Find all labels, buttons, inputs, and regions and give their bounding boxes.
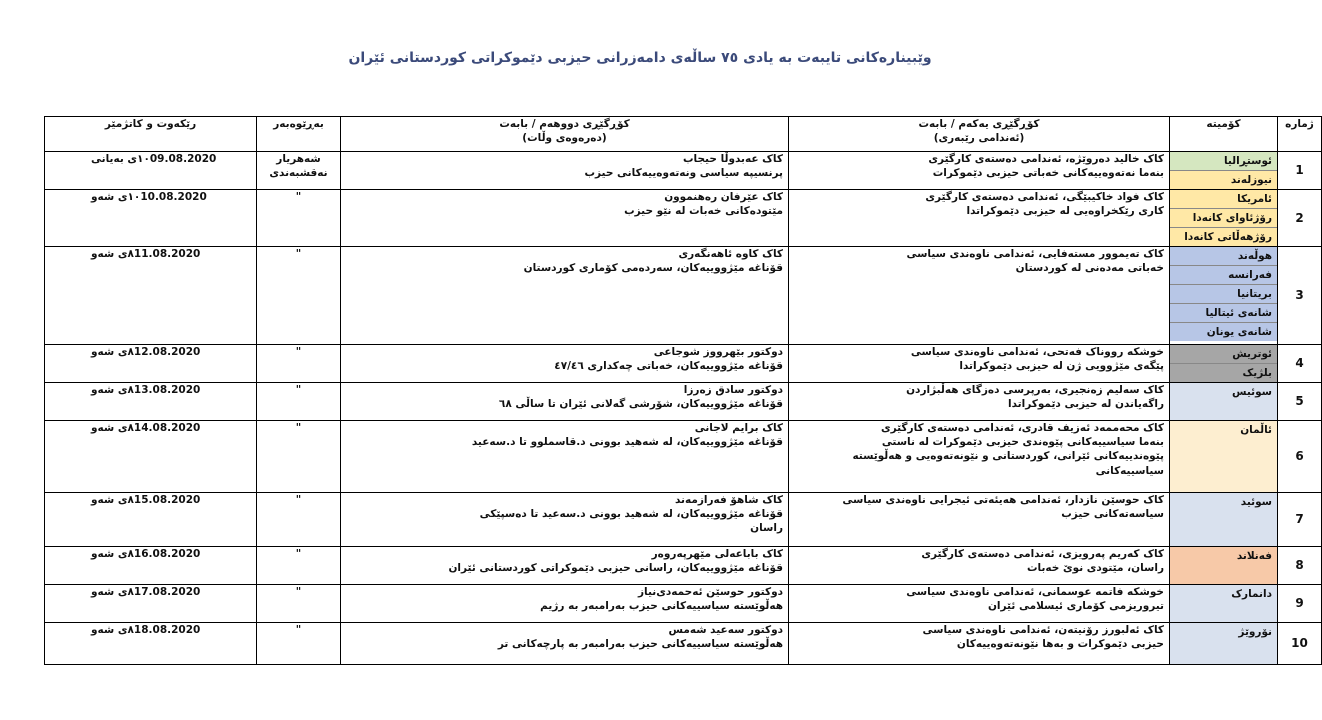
speaker2-name: کاک عێرفان رەهنموون xyxy=(664,191,783,203)
header-datetime: رێکەوت و کاتژمێر xyxy=(45,117,257,152)
country-name: سوئید xyxy=(1170,493,1277,511)
date-text: 15.08.2020 xyxy=(133,494,201,506)
speaker2-name: کاک باباعەلی مێهرپەروەر xyxy=(651,548,783,560)
date-text: 17.08.2020 xyxy=(133,586,201,598)
speaker1-cell xyxy=(789,345,1170,383)
speaker2-name: کاک شاهۆ فەرازمەند xyxy=(674,494,783,506)
speaker1-topic: راسان، مێتودی نوێ خەبات xyxy=(1026,562,1164,575)
country-cell xyxy=(1170,547,1278,585)
datetime-cell xyxy=(45,421,257,493)
country-name: ئامریکا xyxy=(1170,190,1277,209)
speaker2-topic: قۆناغە مێژووییەکان، راسانی حیزبی دێموکراتی کوردستانی ئێران xyxy=(448,562,783,575)
speaker1-topic: کاری رێکخراوەیی لە حیزبی دێموکراتدا xyxy=(966,205,1164,218)
table-row xyxy=(45,585,1322,623)
moderator-cell: " xyxy=(257,247,341,345)
country-cell xyxy=(1170,585,1278,623)
time-text: ٨ی شەو xyxy=(91,346,134,358)
country-cell xyxy=(1170,493,1278,547)
moderator-cell: شەهریار نەقشبەندی xyxy=(257,152,341,190)
date-text: 11.08.2020 xyxy=(133,248,201,260)
country-cell xyxy=(1170,421,1278,493)
country-name: فەرانسە xyxy=(1170,266,1277,285)
table-row xyxy=(45,152,1322,190)
moderator-cell: " xyxy=(257,421,341,493)
speaker2-name: دوکتور بێهرووز شوجاعی xyxy=(653,346,783,358)
country-name: ئوستڕالیا xyxy=(1170,152,1277,171)
speaker2-topic: قۆناغە مێژووییەکان، لە شەهید بوونی د.قاسملوو تا د.سەعید xyxy=(471,436,783,449)
moderator-cell: " xyxy=(257,383,341,421)
datetime-cell xyxy=(45,190,257,247)
datetime-cell xyxy=(45,585,257,623)
country-name: ئاڵمان xyxy=(1170,421,1277,439)
row-number: 3 xyxy=(1278,247,1322,345)
table-row xyxy=(45,190,1322,247)
speaker1-cell xyxy=(789,247,1170,345)
speaker1-topic: حیزبی دێموکرات و بەها نێونەتەوەییەکان xyxy=(956,638,1164,651)
speaker2-cell xyxy=(341,152,789,190)
speaker1-topic: سیاسییەکانی xyxy=(1095,464,1164,477)
datetime-cell xyxy=(45,493,257,547)
time-text: ٨ی شەو xyxy=(91,384,134,396)
table-row xyxy=(45,623,1322,665)
country-name: شانەی ئیتالیا xyxy=(1170,304,1277,323)
datetime-cell xyxy=(45,383,257,421)
speaker2-name: کاک عەبدوڵا حیجاب xyxy=(683,153,783,165)
row-number: 1 xyxy=(1278,152,1322,190)
speaker1-topic: سیاسەتەکانی حیزب xyxy=(1061,508,1164,521)
speaker2-topic: مێتودەکانی خەبات لە نێو حیزب xyxy=(624,205,783,218)
country-name: شانەی یونان xyxy=(1170,323,1277,341)
speaker1-topic: خەباتی مەدەنی لە کوردستان xyxy=(1015,262,1164,275)
datetime-cell xyxy=(45,547,257,585)
country-name: بریتانیا xyxy=(1170,285,1277,304)
country-name: ئوتریش xyxy=(1170,345,1277,364)
time-text: ١٠ی بەیانی xyxy=(91,153,150,165)
speaker1-topic: بنەما سیاسییەکانی پێوەندی حیزبی دێموکرات لە ناستی xyxy=(881,436,1164,449)
country-cell xyxy=(1170,623,1278,665)
country-name: رۆژئاوای کانەدا xyxy=(1170,209,1277,228)
time-text: ٨ی شەو xyxy=(91,422,134,434)
speaker1-topic: پێگەی مێژوویی ژن لە حیزبی دێموکراتدا xyxy=(959,360,1164,373)
speaker2-topic: هەڵوێستە سیاسییەکانی حیزب بەرامبەر بە رژیم xyxy=(540,600,783,613)
table-row xyxy=(45,547,1322,585)
speaker1-cell xyxy=(789,585,1170,623)
moderator-cell: " xyxy=(257,585,341,623)
time-text: ٨ی شەو xyxy=(91,548,134,560)
speaker1-name: کاک ئەلبورز رۆنیتەن، ئەندامی ناوەندی سیاسی xyxy=(922,624,1164,636)
speaker2-cell xyxy=(341,247,789,345)
speaker2-topic: قۆناغە مێژووییەکان، سەردەمی کۆماری کوردستان xyxy=(523,262,783,275)
table-row xyxy=(45,345,1322,383)
datetime-cell xyxy=(45,345,257,383)
speaker1-topic: راگەیاندن لە حیزبی دێموکراتدا xyxy=(1008,398,1164,411)
speaker2-name: دوکتور حوسێن ئەحمەدی‌نیاز xyxy=(638,586,783,598)
date-text: 13.08.2020 xyxy=(133,384,201,396)
time-text: ٨ی شەو xyxy=(91,624,134,636)
row-number: 2 xyxy=(1278,190,1322,247)
speaker1-cell xyxy=(789,421,1170,493)
schedule-table xyxy=(44,116,1322,665)
date-text: 18.08.2020 xyxy=(133,624,201,636)
time-text: ١٠ی شەو xyxy=(91,191,141,203)
row-number: 7 xyxy=(1278,493,1322,547)
header-speaker1-sub: (ئەندامی رێبەری) xyxy=(933,132,1025,145)
moderator-cell: " xyxy=(257,190,341,247)
country-cell xyxy=(1170,383,1278,421)
speaker1-name: کاک کەریم پەرویزی، ئەندامی دەستەی کارگێری xyxy=(921,548,1164,560)
row-number: 5 xyxy=(1278,383,1322,421)
speaker1-name: کاک محەممەد ئەزیف قادری، ئەندامی دەستەی کارگێری xyxy=(880,422,1164,434)
table-row xyxy=(45,493,1322,547)
row-number: 10 xyxy=(1278,623,1322,665)
speaker1-cell xyxy=(789,383,1170,421)
date-text: 10.08.2020 xyxy=(140,191,207,203)
speaker2-cell xyxy=(341,383,789,421)
header-speaker1 xyxy=(789,117,1170,152)
datetime-cell xyxy=(45,152,257,190)
speaker1-cell xyxy=(789,190,1170,247)
speaker2-name: دوکتور سەعید شەمس xyxy=(668,624,783,636)
date-text: 12.08.2020 xyxy=(133,346,201,358)
speaker1-name: کاک تەیموور مستەفایی، ئەندامی ناوەندی سیاسی xyxy=(906,248,1164,260)
row-number: 6 xyxy=(1278,421,1322,493)
speaker1-name: کاک حوسێن نازدار، ئەندامی هەیئەتی ئیجرایی ناوەندی سیاسی xyxy=(842,494,1164,506)
header-moderator: بەڕێوەبەر xyxy=(257,117,341,152)
header-speaker2-label: کۆڕگێڕی دووهەم / بابەت xyxy=(499,118,630,130)
speaker2-name: دوکتور سادق زەرزا xyxy=(683,384,783,396)
row-number: 8 xyxy=(1278,547,1322,585)
speaker1-cell xyxy=(789,493,1170,547)
speaker2-cell xyxy=(341,585,789,623)
speaker2-name: کاک برایم لاجانی xyxy=(694,422,783,434)
speaker2-topic: پرنسیپە سیاسی ونەتەوەییەکانی حیزب xyxy=(584,167,783,180)
speaker2-cell xyxy=(341,493,789,547)
speaker2-cell xyxy=(341,345,789,383)
country-name: فەنلاند xyxy=(1170,547,1277,565)
table-row xyxy=(45,421,1322,493)
speaker1-name: خوشکە رووناک فەتحی، ئەندامی ناوەندی سیاسی xyxy=(910,346,1164,358)
date-text: 16.08.2020 xyxy=(133,548,201,560)
table-row xyxy=(45,383,1322,421)
header-speaker2-sub: (دەرەوەی وڵات) xyxy=(522,132,607,145)
speaker1-cell xyxy=(789,623,1170,665)
row-number: 4 xyxy=(1278,345,1322,383)
speaker2-cell xyxy=(341,190,789,247)
speaker1-cell xyxy=(789,152,1170,190)
page-title: وێبینارەکانی تایبەت بە یادی ٧٥ ساڵەی دامەزرانی حیزبی دێموکراتی کوردستانی ئێران xyxy=(348,50,932,66)
header-num: ژمارە xyxy=(1278,117,1322,152)
time-text: ٨ی شەو xyxy=(91,494,134,506)
speaker2-name: کاک کاوە ئاهەنگەری xyxy=(678,248,783,260)
header-speaker1-label: کۆڕگێڕی یەکەم / بابەت xyxy=(918,118,1040,130)
datetime-cell xyxy=(45,623,257,665)
date-text: 09.08.2020 xyxy=(149,153,217,165)
speaker2-cell xyxy=(341,623,789,665)
speaker1-name: کاک فواد خاکیبێگی، ئەندامی دەستەی کارگێری xyxy=(925,191,1164,203)
speaker2-cell xyxy=(341,421,789,493)
country-cell xyxy=(1170,247,1278,345)
country-name: نیوزلەند xyxy=(1170,171,1277,189)
speaker2-topic: راسان xyxy=(750,522,783,535)
speaker2-topic: هەڵوێستە سیاسییەکانی حیزب بەرامبەر بە پارچەکانی تر xyxy=(497,638,783,651)
datetime-cell xyxy=(45,247,257,345)
country-name: هوڵەند xyxy=(1170,247,1277,266)
row-number: 9 xyxy=(1278,585,1322,623)
header-speaker2 xyxy=(341,117,789,152)
header-country: کۆمیتە xyxy=(1170,117,1278,152)
speaker1-topic: پێوەندییەکانی ئێرانی، کوردستانی و نێونەتەوەیی و هەڵوێستە xyxy=(852,450,1164,463)
speaker1-name: کاک خالید دەروێژە، ئەندامی دەستەی کارگێری xyxy=(928,153,1164,165)
country-name: نۆروێژ xyxy=(1170,623,1277,641)
speaker1-cell xyxy=(789,547,1170,585)
moderator-cell: " xyxy=(257,345,341,383)
speaker1-name: کاک سەلیم زەنجیری، بەرپرسی دەزگای هەڵبژاردن xyxy=(906,384,1164,396)
moderator-cell: " xyxy=(257,623,341,665)
speaker1-topic: بنەما نەتەوەییەکانی خەباتی حیزبی دێموکرات xyxy=(932,167,1164,180)
country-name: بلژیک xyxy=(1170,364,1277,382)
speaker2-topic: قۆناغە مێژووییەکان، لە شەهید بوونی د.سەعید تا دەسپێکی xyxy=(479,508,783,521)
country-name: دانمارک xyxy=(1170,585,1277,603)
speaker2-cell xyxy=(341,547,789,585)
country-cell xyxy=(1170,345,1278,383)
speaker2-topic: قۆناغە مێژووییەکان، خەباتی چەکداری ٤٧/٤٦ xyxy=(554,360,783,373)
speaker1-name: خوشکە فاتمە عوسمانی، ئەندامی ناوەندی سیاسی xyxy=(906,586,1164,598)
moderator-cell: " xyxy=(257,493,341,547)
country-cell xyxy=(1170,152,1278,190)
time-text: ٨ی شەو xyxy=(91,248,134,260)
date-text: 14.08.2020 xyxy=(133,422,201,434)
header-row xyxy=(45,117,1322,152)
time-text: ٨ی شەو xyxy=(91,586,134,598)
speaker1-topic: تیروریزمی کۆماری ئیسلامی ئێران xyxy=(987,600,1164,613)
table-row xyxy=(45,247,1322,345)
moderator-cell: " xyxy=(257,547,341,585)
country-name: رۆژهەڵاتی کانەدا xyxy=(1170,228,1277,246)
country-name: سوئیس xyxy=(1170,383,1277,401)
country-cell xyxy=(1170,190,1278,247)
speaker2-topic: قۆناغە مێژووییەکان، شۆرشی گەلانی ئێران تا ساڵی ٦٨ xyxy=(498,398,783,411)
